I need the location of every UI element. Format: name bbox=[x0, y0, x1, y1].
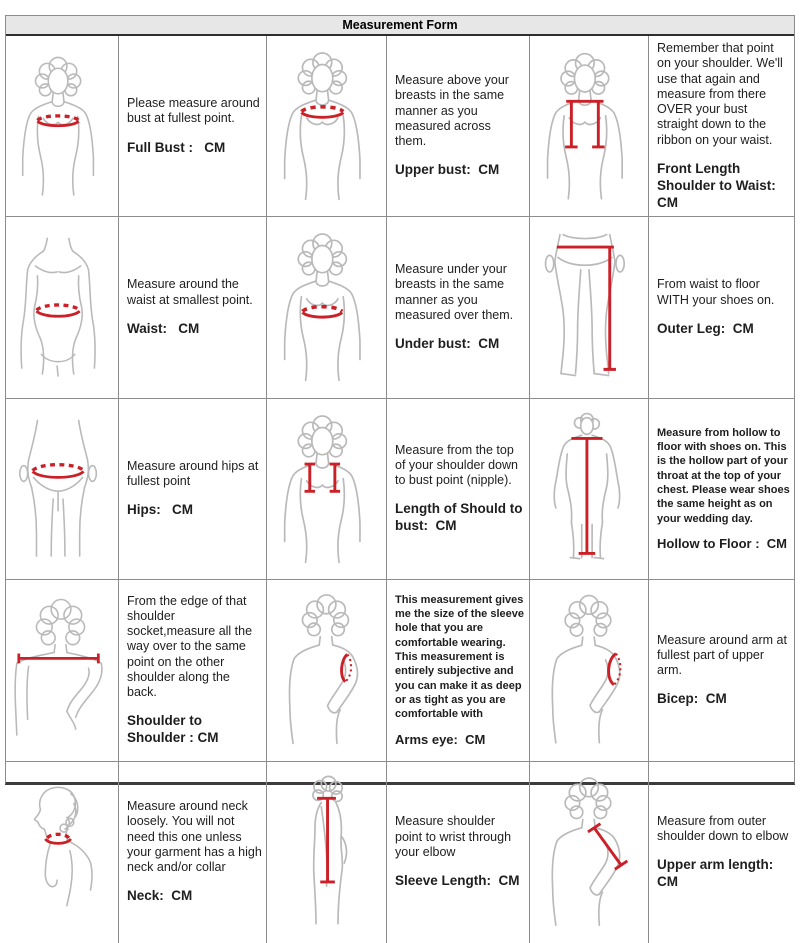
instruction-cell-shoulder-to-bust bbox=[387, 399, 530, 580]
figure-cell-sleeve-length bbox=[267, 762, 387, 943]
measurement-label: Sleeve Length: CM bbox=[395, 873, 520, 889]
figure-cell-waist bbox=[6, 217, 119, 398]
instruction-cell-upper-bust bbox=[387, 36, 530, 217]
measurement-description: From waist to floor WITH your shoes on. bbox=[657, 277, 775, 307]
instruction-cell-arms-eye bbox=[387, 580, 530, 761]
figure-cell-front-length bbox=[530, 36, 649, 217]
sleeve-length-figure bbox=[269, 764, 384, 941]
neck-figure bbox=[8, 764, 116, 941]
upper-arm-length-figure bbox=[532, 764, 646, 941]
instruction-cell-waist bbox=[119, 217, 267, 398]
measurement-label: Outer Leg: CM bbox=[657, 320, 754, 336]
figure-cell-hollow-to-floor bbox=[530, 399, 649, 580]
measurement-label: Upper bust: CM bbox=[395, 162, 500, 178]
measurement-form-table bbox=[5, 15, 795, 904]
waist-figure bbox=[8, 219, 116, 395]
arms-eye-figure bbox=[269, 582, 384, 758]
measurement-description: Please measure around bust at fullest point. bbox=[127, 96, 260, 126]
instruction-cell-sleeve-length bbox=[387, 762, 530, 943]
figure-cell-hips bbox=[6, 399, 119, 580]
measurement-description: This measurement gives me the size of the sleeve hole that you are comfortable wearing. This measurement is entirely subjective and you can make it as deep or as tight as you are comfortable with bbox=[395, 593, 524, 721]
instruction-cell-neck bbox=[119, 762, 267, 943]
measurement-label: Front Length Shoulder to Waist: CM bbox=[657, 160, 788, 210]
measurement-label: Hips: CM bbox=[127, 502, 193, 518]
measurement-label: Waist: CM bbox=[127, 320, 200, 336]
measurement-description: Remember that point on your shoulder. We'll use that again and measure from there OVER your bust straight down to the ribbon on your waist. bbox=[657, 41, 783, 147]
figure-cell-arms-eye bbox=[267, 580, 387, 761]
measurement-label: Hollow to Floor : CM bbox=[657, 535, 787, 551]
measurement-label: Full Bust : CM bbox=[127, 139, 226, 155]
shoulder-to-shoulder-figure bbox=[8, 582, 116, 758]
measurement-description: Measure around arm at fullest part of upper arm. bbox=[657, 632, 787, 677]
instruction-cell-hollow-to-floor bbox=[649, 399, 794, 580]
measurement-description: Measure from the top of your shoulder down to bust point (nipple). bbox=[395, 442, 518, 488]
figure-cell-full-bust bbox=[6, 36, 119, 217]
front-length-shoulder-to-waist-figure bbox=[532, 38, 646, 214]
measurement-label: Arms eye: CM bbox=[395, 731, 486, 747]
length-of-shoulder-to-bust-figure bbox=[269, 401, 384, 577]
measurement-description: Measure from outer shoulder down to elbow bbox=[657, 813, 789, 843]
figure-cell-shoulder-to-shoulder bbox=[6, 580, 119, 761]
measurement-label: Length of Should to bust: CM bbox=[395, 501, 527, 534]
measurement-label: Under bust: CM bbox=[395, 336, 500, 352]
figure-cell-upper-arm-length bbox=[530, 762, 649, 943]
measurement-label: Neck: CM bbox=[127, 888, 193, 904]
upper-bust-figure bbox=[269, 38, 384, 214]
figure-cell-upper-bust bbox=[267, 36, 387, 217]
form-grid bbox=[6, 36, 794, 943]
bicep-figure bbox=[532, 582, 646, 758]
figure-cell-shoulder-to-bust bbox=[267, 399, 387, 580]
instruction-cell-bicep bbox=[649, 580, 794, 761]
measurement-description: From the edge of that shoulder socket,measure all the way over to the same point on the other shoulder along the back. bbox=[127, 593, 253, 700]
measurement-description: Measure around neck loosely. You will not need this one unless your garment has a high neck and/or collar bbox=[127, 799, 262, 875]
instruction-cell-upper-arm-length bbox=[649, 762, 794, 943]
measurement-description: Measure around the waist at smallest point. bbox=[127, 277, 253, 307]
instruction-cell-shoulder-to-shoulder bbox=[119, 580, 267, 761]
measurement-description: Measure above your breasts in the same manner as you measured across them. bbox=[395, 73, 509, 149]
full-bust-figure bbox=[8, 38, 116, 214]
measurement-label: Shoulder to Shoulder : CM bbox=[127, 713, 219, 746]
figure-cell-bicep bbox=[530, 580, 649, 761]
instruction-cell-front-length bbox=[649, 36, 794, 217]
outer-leg-figure bbox=[532, 219, 646, 395]
hips-figure bbox=[8, 401, 116, 577]
instruction-cell-under-bust bbox=[387, 217, 530, 398]
measurement-description: Measure around hips at fullest point bbox=[127, 458, 259, 488]
figure-cell-neck bbox=[6, 762, 119, 943]
measurement-label: Bicep: CM bbox=[657, 691, 727, 707]
figure-cell-under-bust bbox=[267, 217, 387, 398]
hollow-to-floor-figure bbox=[532, 401, 646, 577]
under-bust-figure bbox=[269, 219, 384, 395]
measurement-description: Measure under your breasts in the same manner as you measured over them. bbox=[395, 262, 514, 322]
measurement-description: Measure shoulder point to wrist through your elbow bbox=[395, 814, 512, 859]
instruction-cell-outer-leg bbox=[649, 217, 794, 398]
figure-cell-outer-leg bbox=[530, 217, 649, 398]
instruction-cell-hips bbox=[119, 399, 267, 580]
measurement-description: Measure from hollow to floor with shoes on. This is the hollow part of your throat at the top of your chest. Please wear shoes the same height as on your wedding day. bbox=[657, 426, 790, 525]
instruction-cell-full-bust bbox=[119, 36, 267, 217]
form-title: Measurement Form bbox=[6, 16, 794, 36]
measurement-label: Upper arm length: CM bbox=[657, 857, 781, 889]
